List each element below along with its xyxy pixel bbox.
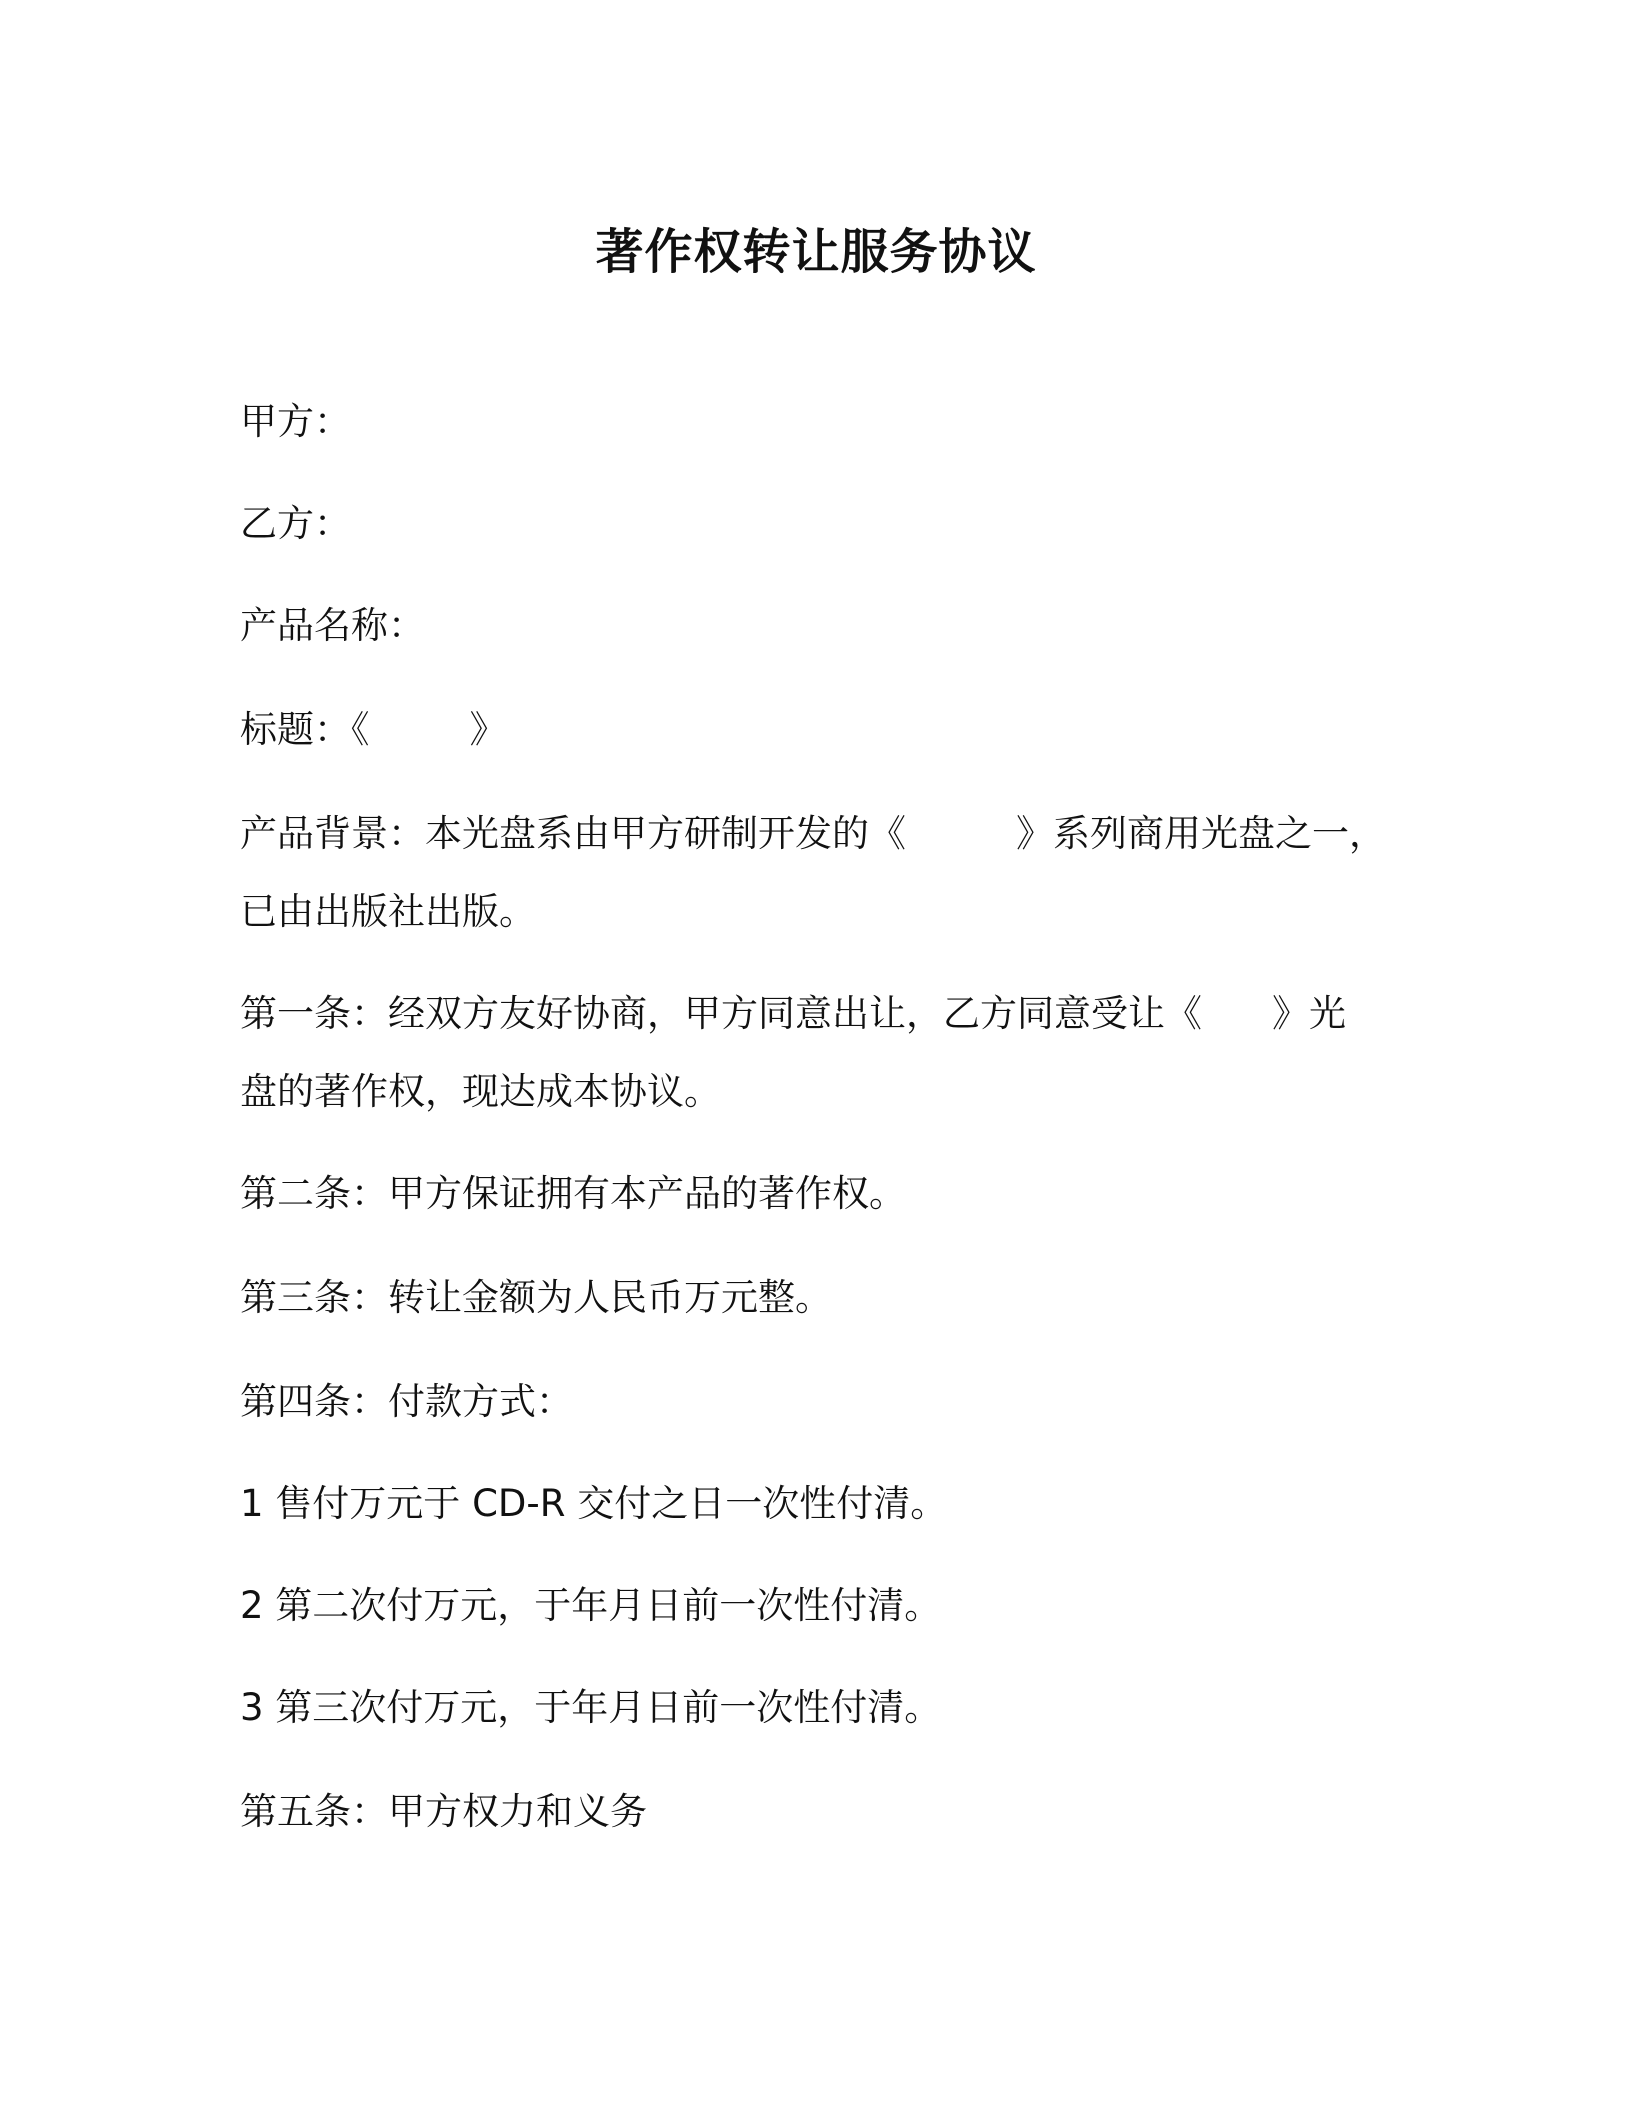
article1-text-2: 》光 (1272, 992, 1346, 1035)
payment-item-1: 1 售付万元于 CD-R 交付之日一次性付清。 (240, 1482, 948, 1525)
background-line-2: 已由出版社出版。 (240, 890, 536, 933)
article1-line-1 (240, 984, 1400, 1044)
article1-line-2: 盘的著作权，现达成本协议。 (240, 1070, 721, 1113)
party-a-line: 甲方： (240, 400, 351, 443)
article3-line: 第三条：转让金额为人民币万元整。 (240, 1276, 832, 1319)
heading-label: 标题：《 (240, 708, 370, 751)
heading-close: 》 (469, 708, 507, 751)
party-b-line: 乙方： (240, 502, 351, 545)
article2-line: 第二条：甲方保证拥有本产品的著作权。 (240, 1172, 906, 1215)
article5-line: 第五条：甲方权力和义务 (240, 1790, 647, 1833)
background-text-2: 》系列商用光盘之一， (1016, 812, 1386, 855)
article4-line: 第四条：付款方式： (240, 1380, 573, 1423)
document-title: 著作权转让服务协议 (595, 224, 1037, 280)
payment-item-2: 2 第二次付万元，于年月日前一次性付清。 (240, 1584, 942, 1627)
heading-line (240, 700, 1400, 760)
payment-item-3: 3 第三次付万元，于年月日前一次性付清。 (240, 1686, 942, 1729)
background-line-1 (240, 804, 1400, 864)
article1-text-1: 第一条：经双方友好协商，甲方同意出让，乙方同意受让《 (240, 992, 1202, 1035)
background-text-1: 产品背景：本光盘系由甲方研制开发的《 (240, 812, 906, 855)
product-name-line: 产品名称： (240, 604, 425, 647)
